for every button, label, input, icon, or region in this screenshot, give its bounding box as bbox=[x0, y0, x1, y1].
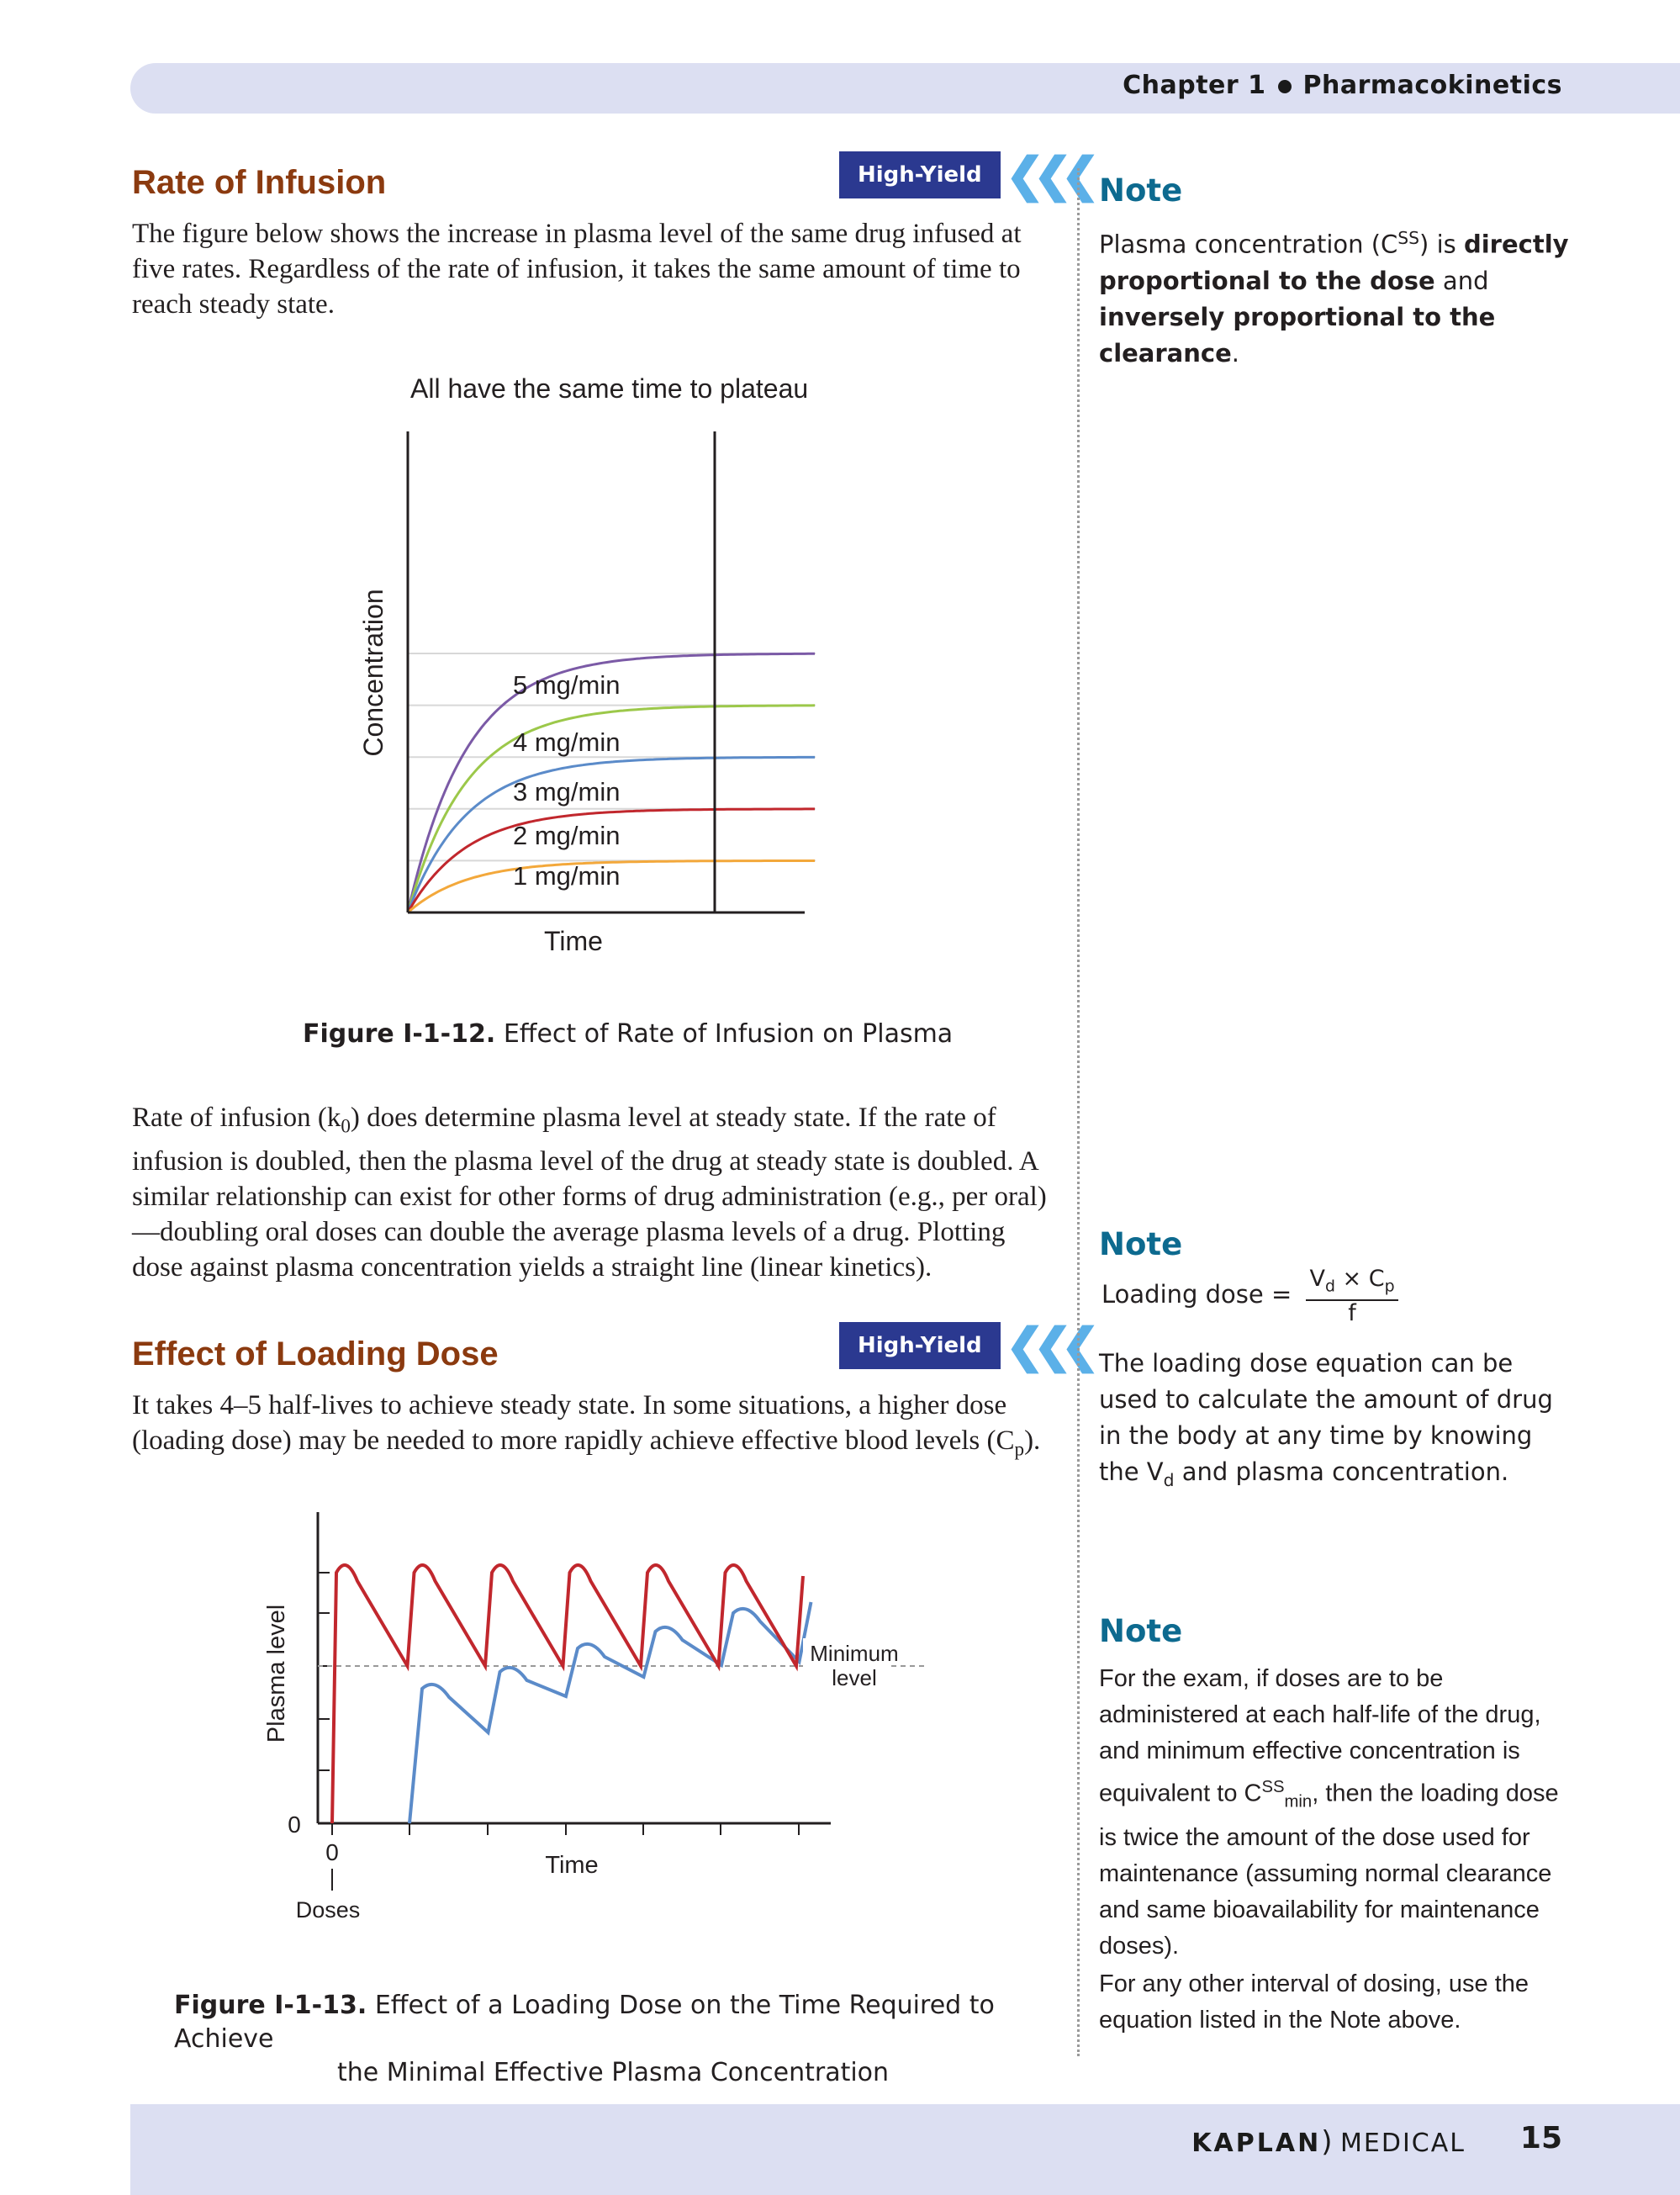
infusion-rate-chart bbox=[336, 370, 824, 976]
threshold-label-line2: level bbox=[832, 1665, 877, 1690]
note2-text-b: and plasma concentration. bbox=[1174, 1457, 1509, 1486]
page-number: 15 bbox=[1519, 2121, 1562, 2155]
figure1-caption bbox=[303, 1019, 953, 1049]
chart1-y-label: Concentration bbox=[358, 589, 388, 757]
figure2-label: Figure I-1-13. bbox=[174, 1991, 367, 2020]
figure2-caption-line2: the Minimal Effective Plasma Concentration bbox=[337, 2058, 890, 2087]
note1-text bbox=[1099, 220, 1570, 372]
series-label-5-mg-min: 5 mg/min bbox=[513, 670, 621, 700]
high-yield-badge bbox=[839, 148, 1089, 201]
formula-sub-p: p bbox=[1384, 1277, 1395, 1296]
intro-text-b: ). bbox=[1024, 1425, 1041, 1456]
intro-sub: p bbox=[1014, 1437, 1025, 1460]
formula-times: × C bbox=[1334, 1266, 1385, 1292]
formula-label: Loading dose = bbox=[1102, 1280, 1292, 1309]
note1-bold1: directly proportional to the dose bbox=[1099, 230, 1569, 295]
note3-text bbox=[1099, 1661, 1570, 1965]
section-title-rate-of-infusion: Rate of Infusion bbox=[132, 164, 387, 201]
series-label-1-mg-min: 1 mg/min bbox=[513, 861, 621, 891]
maintenance-curve bbox=[409, 1602, 811, 1823]
section1-intro: The figure below shows the increase in plasma level of the same drug infused at five rates. Regardless of the rate of infusion, it takes the same amount of time to reach steady state. bbox=[132, 219, 1022, 320]
chart2-x-tick-zero: 0 bbox=[325, 1839, 339, 1865]
note1-t4: . bbox=[1231, 338, 1239, 368]
figure2-caption bbox=[174, 1989, 1057, 2090]
note1-title: Note bbox=[1099, 172, 1183, 209]
para-text-a: Rate of infusion (k bbox=[132, 1103, 341, 1133]
chapter-title: Pharmacokinetics bbox=[1302, 71, 1562, 100]
chevrons-icon: ❮❮❮ bbox=[1005, 148, 1089, 201]
note1-bold2: inversely proportional to the clearance bbox=[1099, 302, 1496, 368]
note1-t1: Plasma concentration (C bbox=[1099, 230, 1398, 259]
loading-dose-chart bbox=[252, 1505, 925, 1943]
chart1-x-label: Time bbox=[544, 926, 603, 956]
note3-sup: SS bbox=[1261, 1778, 1285, 1796]
formula-denominator: f bbox=[1348, 1300, 1356, 1327]
chart2-y-label: Plasma level bbox=[263, 1604, 290, 1743]
note2-sub: d bbox=[1163, 1469, 1175, 1490]
high-yield-label-2: High-Yield bbox=[839, 1322, 1001, 1369]
intro-text-a: It takes 4–5 half-lives to achieve steady state. In some situations, a higher dose (loading dose) may be needed to more rapidly achieve effective blood levels (C bbox=[132, 1390, 1015, 1456]
note1-t3: and bbox=[1434, 266, 1489, 295]
formula-v: V bbox=[1309, 1266, 1325, 1292]
publisher-logo: KAPLAN) MEDICAL bbox=[1191, 2125, 1466, 2159]
note3-extra: For any other interval of dosing, use the equation listed in the Note above. bbox=[1099, 1970, 1529, 2034]
chart1-series-labels bbox=[513, 670, 620, 891]
note1-sup: SS bbox=[1397, 228, 1420, 248]
threshold-label-line1: Minimum bbox=[810, 1641, 899, 1666]
section-title-loading-dose: Effect of Loading Dose bbox=[132, 1336, 499, 1373]
note2-title: Note bbox=[1099, 1226, 1183, 1262]
formula-fraction bbox=[1306, 1266, 1397, 1326]
formula-sub-d: d bbox=[1324, 1277, 1335, 1296]
chart2-x-label: Time bbox=[545, 1852, 599, 1879]
chart1-title: All have the same time to plateau bbox=[410, 373, 809, 404]
note1-t2: ) is bbox=[1419, 230, 1464, 259]
high-yield-badge-2 bbox=[839, 1319, 1089, 1372]
note3-title: Note bbox=[1099, 1613, 1183, 1649]
formula-numerator bbox=[1306, 1266, 1397, 1301]
chart2-y-tick-zero: 0 bbox=[288, 1812, 301, 1838]
note3-sub: min bbox=[1284, 1792, 1313, 1812]
logo-kaplan: KAPLAN bbox=[1191, 2129, 1322, 2158]
section1-paragraph bbox=[132, 1100, 1057, 1285]
doses-label: Doses bbox=[295, 1897, 361, 1923]
figure1-caption-text: Effect of Rate of Infusion on Plasma bbox=[503, 1019, 954, 1049]
series-label-3-mg-min: 3 mg/min bbox=[513, 777, 621, 807]
logo-medical: MEDICAL bbox=[1340, 2129, 1466, 2158]
note3-t2: , then the loading dose is twice the amount of the dose used for maintenance (assuming normal clearance and same bioavailability for maintenance doses). bbox=[1099, 1780, 1559, 1960]
section2-intro bbox=[132, 1388, 1057, 1467]
bullet-icon bbox=[1278, 80, 1292, 93]
chart2-ticks bbox=[318, 1573, 799, 1835]
para-text-b: ) does determine plasma level at steady state. If the rate of infusion is doubled, then the plasma level of the drug at steady state is doubled. A similar relationship can exist for other forms of drug administration (e.g., per oral)—doubling oral doses can double the average plasma levels of a drug. Plotting dose against plasma concentration yields a straight line (linear kinetics). bbox=[132, 1103, 1047, 1283]
series-label-4-mg-min: 4 mg/min bbox=[513, 727, 621, 757]
high-yield-label: High-Yield bbox=[839, 151, 1001, 198]
note3-t1: For the exam, if doses are to be administered at each half-life of the drug, and minimum effective concentration is equivalent to C bbox=[1099, 1665, 1541, 1807]
running-header bbox=[1123, 71, 1562, 100]
series-label-2-mg-min: 2 mg/min bbox=[513, 821, 621, 850]
figure2-caption-line1: Effect of a Loading Dose on the Time Required to Achieve bbox=[174, 1991, 995, 2054]
note2-text bbox=[1099, 1346, 1570, 1499]
note2-text-a: The loading dose equation can be used to calculate the amount of drug in the body at any time by knowing the V bbox=[1099, 1349, 1553, 1486]
loading-dose-formula bbox=[1102, 1266, 1572, 1326]
para-sub: 0 bbox=[341, 1114, 351, 1137]
chapter-label: Chapter 1 bbox=[1123, 71, 1266, 100]
sidebar-divider bbox=[1077, 168, 1080, 2056]
chevrons-icon-2: ❮❮❮ bbox=[1005, 1319, 1089, 1372]
figure1-label: Figure I-1-12. bbox=[303, 1019, 496, 1049]
